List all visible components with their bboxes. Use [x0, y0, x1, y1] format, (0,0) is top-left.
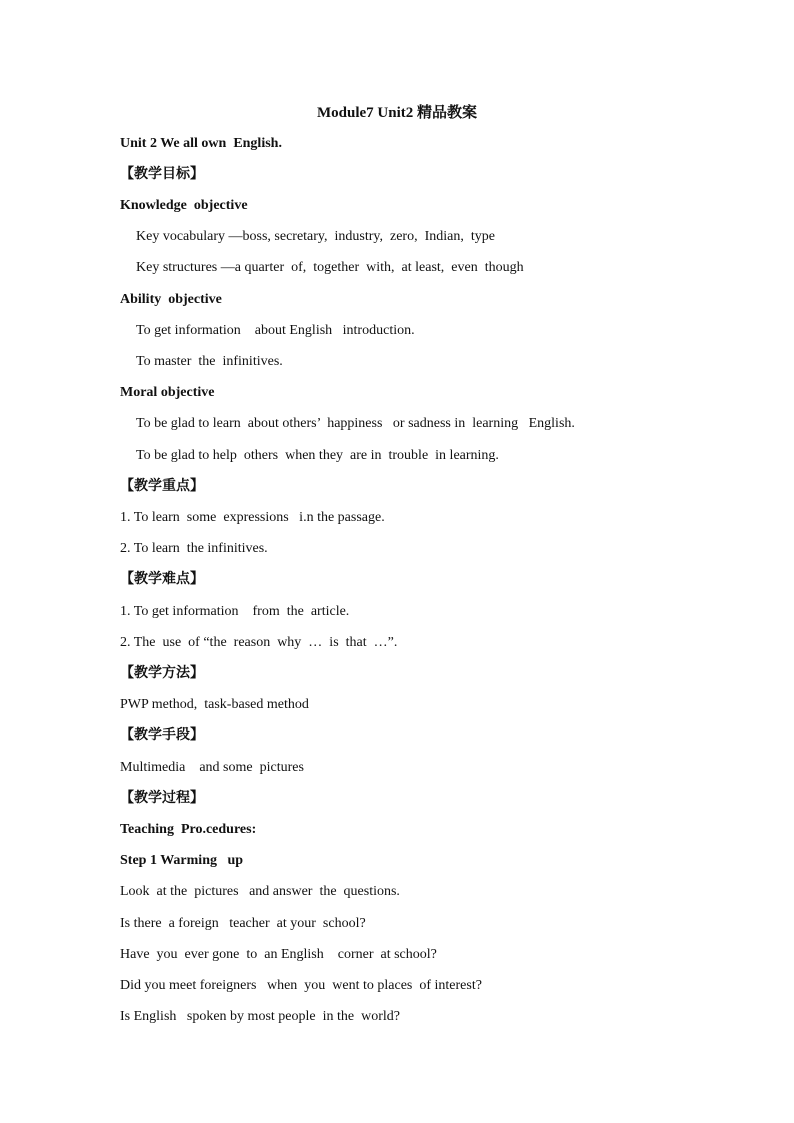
section-heading-means: 【教学手段】: [120, 728, 204, 743]
key-point-1: 1. To learn some expressions i.n the passage.: [120, 510, 385, 525]
section-heading-key-points: 【教学重点】: [120, 479, 204, 494]
step1-instruction: Look at the pictures and answer the questions.: [120, 884, 400, 899]
key-structures-line: Key structures —a quarter of, together with, at least, even though: [136, 260, 524, 275]
moral-line-1: To be glad to learn about others’ happiness or sadness in learning English.: [136, 416, 575, 431]
difficulty-2: 2. The use of “the reason why … is that …”.: [120, 635, 398, 650]
means-line: Multimedia and some pictures: [120, 760, 304, 775]
section-heading-process: 【教学过程】: [120, 791, 204, 806]
question-2: Have you ever gone to an English corner at school?: [120, 947, 437, 962]
knowledge-objective-heading: Knowledge objective: [120, 198, 248, 213]
methods-line: PWP method, task-based method: [120, 697, 309, 712]
section-heading-difficulties: 【教学难点】: [120, 572, 204, 587]
step1-heading: Step 1 Warming up: [120, 853, 244, 868]
section-heading-methods: 【教学方法】: [120, 666, 204, 681]
question-1: Is there a foreign teacher at your school?: [120, 916, 366, 931]
difficulty-1: 1. To get information from the article.: [120, 604, 350, 619]
key-vocabulary-line: Key vocabulary —boss, secretary, industry, zero, Indian, type: [136, 229, 495, 244]
moral-line-2: To be glad to help others when they are in trouble in learning.: [136, 448, 499, 463]
teaching-procedures-heading: Teaching Pro.cedures:: [120, 822, 257, 837]
section-heading-objectives: 【教学目标】: [120, 167, 204, 182]
question-3: Did you meet foreigners when you went to places of interest?: [120, 978, 482, 993]
key-point-2: 2. To learn the infinitives.: [120, 541, 268, 556]
ability-line-1: To get information about English introduction.: [136, 323, 415, 338]
ability-line-2: To master the infinitives.: [136, 354, 283, 369]
ability-objective-heading: Ability objective: [120, 292, 222, 307]
document-title: Module7 Unit2 精品教案: [316, 105, 477, 121]
unit-heading: Unit 2 We all own English.: [120, 136, 282, 151]
moral-objective-heading: Moral objective: [120, 385, 215, 400]
question-4: Is English spoken by most people in the world?: [120, 1009, 400, 1024]
